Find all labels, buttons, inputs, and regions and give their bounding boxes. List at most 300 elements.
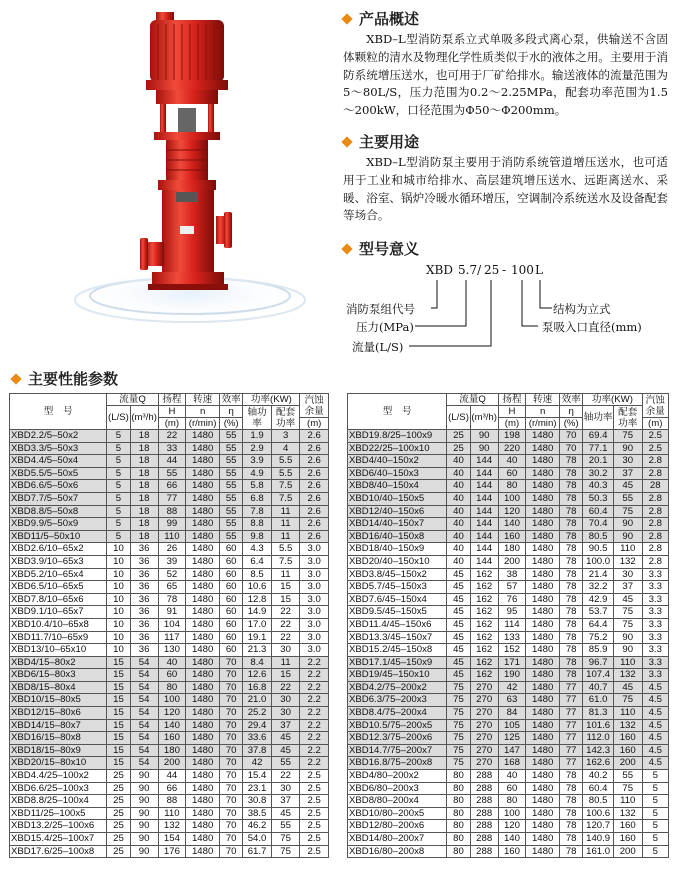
table-cell: 1480 bbox=[526, 795, 560, 808]
header-flow-m3h: (m³/h) bbox=[470, 406, 498, 430]
header-eff-sym: η bbox=[560, 406, 583, 418]
table-row bbox=[10, 618, 329, 631]
table-cell: 176 bbox=[158, 845, 186, 858]
table-cell: 100 bbox=[498, 492, 525, 505]
table-row bbox=[10, 430, 329, 443]
table-cell: 42 bbox=[498, 681, 525, 694]
header-speed-sym: n bbox=[526, 406, 560, 418]
table-cell: 5 bbox=[642, 845, 669, 858]
model-cell: XBD18/40–150x9 bbox=[348, 543, 447, 556]
table-cell: 110 bbox=[613, 707, 642, 720]
table-cell: 70 bbox=[220, 833, 243, 846]
table-cell: 162.6 bbox=[583, 757, 614, 770]
table-cell: 70 bbox=[220, 757, 243, 770]
table-cell: 90 bbox=[130, 845, 158, 858]
table-cell: 33.6 bbox=[243, 732, 272, 745]
table-cell: 44 bbox=[158, 455, 186, 468]
table-cell: 3.3 bbox=[642, 656, 669, 669]
table-cell: 36 bbox=[130, 593, 158, 606]
table-cell: 3 bbox=[271, 430, 300, 443]
table-row bbox=[348, 681, 669, 694]
table-cell: 160 bbox=[498, 845, 525, 858]
table-cell: 2.6 bbox=[300, 430, 329, 443]
table-row bbox=[348, 820, 669, 833]
table-cell: 78 bbox=[560, 807, 583, 820]
header-model: 型 号 bbox=[348, 394, 447, 430]
table-cell: 20.1 bbox=[583, 455, 614, 468]
table-row bbox=[10, 606, 329, 619]
table-cell: 110 bbox=[613, 656, 642, 669]
table-row bbox=[348, 669, 669, 682]
table-cell: 60 bbox=[220, 618, 243, 631]
table-row bbox=[348, 707, 669, 720]
table-cell: 142.3 bbox=[583, 744, 614, 757]
table-cell: 140 bbox=[158, 719, 186, 732]
model-cell: XBD16/40–150x8 bbox=[348, 530, 447, 543]
table-cell: 120 bbox=[158, 707, 186, 720]
diamond-bullet-icon bbox=[341, 136, 352, 147]
table-cell: 45 bbox=[447, 669, 470, 682]
table-cell: 78 bbox=[560, 833, 583, 846]
table-cell: 55 bbox=[220, 518, 243, 531]
table-cell: 25 bbox=[107, 795, 130, 808]
table-cell: 15 bbox=[107, 757, 130, 770]
performance-title: 主要性能参数 bbox=[12, 368, 118, 389]
model-cell: XBD10.4/10–65x8 bbox=[10, 618, 107, 631]
table-cell: 75 bbox=[447, 744, 470, 757]
table-cell: 2.8 bbox=[642, 555, 669, 568]
table-cell: 75 bbox=[447, 719, 470, 732]
table-cell: 78 bbox=[560, 770, 583, 783]
table-cell: 114 bbox=[498, 618, 525, 631]
table-cell: 5 bbox=[642, 807, 669, 820]
model-cell: XBD10/15–80x5 bbox=[10, 694, 107, 707]
header-flow-ls: (L/S) bbox=[447, 406, 470, 430]
table-cell: 5 bbox=[107, 492, 130, 505]
table-cell: 2.2 bbox=[300, 669, 329, 682]
table-cell: 55 bbox=[220, 455, 243, 468]
table-cell: 132 bbox=[613, 669, 642, 682]
table-cell: 45 bbox=[271, 744, 300, 757]
table-cell: 65 bbox=[158, 581, 186, 594]
table-cell: 80 bbox=[447, 833, 470, 846]
table-cell: 1480 bbox=[526, 669, 560, 682]
table-cell: 54 bbox=[130, 732, 158, 745]
table-cell: 77 bbox=[560, 694, 583, 707]
header-power: 功率(KW) bbox=[583, 394, 642, 406]
table-cell: 107.4 bbox=[583, 669, 614, 682]
table-cell: 70 bbox=[220, 807, 243, 820]
model-cell: XBD6/40–150x3 bbox=[348, 467, 447, 480]
model-cell: XBD10/80–200x5 bbox=[348, 807, 447, 820]
header-eff-unit: (%) bbox=[220, 418, 243, 430]
table-cell: 168 bbox=[498, 757, 525, 770]
table-cell: 3.3 bbox=[642, 568, 669, 581]
table-cell: 90 bbox=[130, 770, 158, 783]
model-cell: XBD7.6/45–150x4 bbox=[348, 593, 447, 606]
table-cell: 180 bbox=[158, 744, 186, 757]
table-cell: 1480 bbox=[186, 518, 220, 531]
table-cell: 180 bbox=[498, 543, 525, 556]
table-cell: 80 bbox=[447, 807, 470, 820]
table-cell: 1480 bbox=[526, 833, 560, 846]
table-cell: 45 bbox=[613, 480, 642, 493]
table-cell: 144 bbox=[470, 530, 498, 543]
model-cell: XBD16/15–80x8 bbox=[10, 732, 107, 745]
table-row bbox=[10, 644, 329, 657]
table-cell: 144 bbox=[470, 480, 498, 493]
table-cell: 90 bbox=[613, 530, 642, 543]
table-cell: 75 bbox=[613, 505, 642, 518]
table-row bbox=[348, 807, 669, 820]
table-row bbox=[10, 820, 329, 833]
model-label-pressure: 压力(MPa) bbox=[356, 320, 414, 334]
table-cell: 22 bbox=[271, 770, 300, 783]
table-cell: 57 bbox=[498, 581, 525, 594]
model-cell: XBD6.5/10–65x5 bbox=[10, 581, 107, 594]
table-cell: 1480 bbox=[186, 820, 220, 833]
table-row bbox=[10, 795, 329, 808]
table-cell: 162 bbox=[470, 618, 498, 631]
header-power: 功率(KW) bbox=[243, 394, 300, 406]
table-cell: 80 bbox=[447, 820, 470, 833]
table-cell: 55 bbox=[220, 492, 243, 505]
model-cell: XBD9.9/5–50x9 bbox=[10, 518, 107, 531]
table-cell: 162 bbox=[470, 593, 498, 606]
table-cell: 45 bbox=[447, 606, 470, 619]
table-cell: 270 bbox=[470, 719, 498, 732]
table-cell: 60 bbox=[220, 543, 243, 556]
table-cell: 80 bbox=[498, 795, 525, 808]
table-cell: 75 bbox=[447, 732, 470, 745]
table-row bbox=[10, 782, 329, 795]
table-cell: 55 bbox=[220, 430, 243, 443]
model-cell: XBD9.5/45–150x5 bbox=[348, 606, 447, 619]
table-cell: 30 bbox=[271, 694, 300, 707]
table-cell: 160 bbox=[498, 530, 525, 543]
table-cell: 1480 bbox=[526, 694, 560, 707]
table-cell: 5 bbox=[107, 455, 130, 468]
table-row bbox=[10, 593, 329, 606]
table-cell: 10 bbox=[107, 555, 130, 568]
table-cell: 45 bbox=[447, 631, 470, 644]
table-row bbox=[10, 543, 329, 556]
table-cell: 198 bbox=[498, 430, 525, 443]
table-cell: 40 bbox=[447, 555, 470, 568]
table-cell: 37.8 bbox=[243, 744, 272, 757]
overview-title: 产品概述 bbox=[343, 8, 668, 29]
table-cell: 25 bbox=[447, 430, 470, 443]
table-cell: 78 bbox=[560, 555, 583, 568]
diamond-bullet-icon bbox=[10, 373, 21, 384]
table-cell: 5 bbox=[107, 505, 130, 518]
table-cell: 4.5 bbox=[642, 757, 669, 770]
table-cell: 288 bbox=[470, 820, 498, 833]
table-cell: 160 bbox=[613, 744, 642, 757]
table-row bbox=[348, 467, 669, 480]
table-cell: 81.3 bbox=[583, 707, 614, 720]
table-cell: 162 bbox=[470, 656, 498, 669]
table-cell: 1480 bbox=[186, 455, 220, 468]
table-cell: 55 bbox=[220, 530, 243, 543]
table-row bbox=[348, 606, 669, 619]
table-cell: 1480 bbox=[526, 644, 560, 657]
table-cell: 90 bbox=[130, 833, 158, 846]
table-cell: 60 bbox=[220, 606, 243, 619]
table-cell: 162 bbox=[470, 581, 498, 594]
model-label-inlet: 泵吸入口直径(mm) bbox=[542, 320, 642, 334]
table-cell: 78 bbox=[560, 480, 583, 493]
table-cell: 30 bbox=[271, 644, 300, 657]
table-cell: 60.4 bbox=[583, 782, 614, 795]
table-cell: 78 bbox=[560, 820, 583, 833]
table-cell: 36 bbox=[130, 618, 158, 631]
table-cell: 4.9 bbox=[243, 467, 272, 480]
table-cell: 70 bbox=[220, 845, 243, 858]
model-cell: XBD8/80–200x4 bbox=[348, 795, 447, 808]
table-row bbox=[348, 833, 669, 846]
table-cell: 1480 bbox=[186, 833, 220, 846]
table-cell: 84 bbox=[498, 707, 525, 720]
table-cell: 18 bbox=[130, 455, 158, 468]
usage-title: 主要用途 bbox=[343, 131, 668, 152]
table-cell: 18 bbox=[130, 467, 158, 480]
model-cell: XBD12/80–200x6 bbox=[348, 820, 447, 833]
table-cell: 36 bbox=[130, 606, 158, 619]
table-cell: 40 bbox=[447, 480, 470, 493]
table-cell: 37 bbox=[613, 581, 642, 594]
table-cell: 2.5 bbox=[300, 770, 329, 783]
table-cell: 2.2 bbox=[300, 719, 329, 732]
table-cell: 3.0 bbox=[300, 581, 329, 594]
header-flow: 流量Q bbox=[447, 394, 498, 406]
table-cell: 2.5 bbox=[300, 795, 329, 808]
table-cell: 200 bbox=[613, 845, 642, 858]
table-cell: 288 bbox=[470, 833, 498, 846]
table-row bbox=[10, 480, 329, 493]
header-head-unit: (m) bbox=[158, 418, 186, 430]
table-row bbox=[10, 744, 329, 757]
table-cell: 60 bbox=[158, 669, 186, 682]
performance-table-right-body bbox=[348, 430, 669, 858]
table-cell: 18 bbox=[130, 505, 158, 518]
table-cell: 61.7 bbox=[243, 845, 272, 858]
model-cell: XBD5.7/45–150x3 bbox=[348, 581, 447, 594]
table-cell: 25 bbox=[107, 845, 130, 858]
table-cell: 10 bbox=[107, 543, 130, 556]
table-cell: 25 bbox=[107, 782, 130, 795]
table-cell: 90 bbox=[130, 795, 158, 808]
table-cell: 5 bbox=[107, 442, 130, 455]
table-cell: 2.8 bbox=[642, 530, 669, 543]
table-row bbox=[10, 732, 329, 745]
model-cell: XBD4/40–150x2 bbox=[348, 455, 447, 468]
table-cell: 55 bbox=[271, 757, 300, 770]
table-row bbox=[10, 455, 329, 468]
table-cell: 96.7 bbox=[583, 656, 614, 669]
table-cell: 33 bbox=[158, 442, 186, 455]
performance-table-right bbox=[347, 393, 669, 858]
header-eff-sym: η bbox=[220, 406, 243, 418]
model-cell: XBD18/15–80x9 bbox=[10, 744, 107, 757]
model-cell: XBD6/15–80x3 bbox=[10, 669, 107, 682]
table-cell: 11 bbox=[271, 568, 300, 581]
table-cell: 95 bbox=[498, 606, 525, 619]
table-cell: 1480 bbox=[526, 581, 560, 594]
model-cell: XBD11/5–50x10 bbox=[10, 530, 107, 543]
model-cell: XBD20/40–150x10 bbox=[348, 555, 447, 568]
table-cell: 22 bbox=[158, 430, 186, 443]
table-cell: 90 bbox=[470, 442, 498, 455]
table-cell: 77.1 bbox=[583, 442, 614, 455]
table-cell: 144 bbox=[470, 492, 498, 505]
model-cell: XBD4.4/25–100x2 bbox=[10, 770, 107, 783]
table-cell: 7.5 bbox=[271, 480, 300, 493]
table-cell: 80 bbox=[447, 795, 470, 808]
model-label-series: 消防泵组代号 bbox=[346, 302, 415, 316]
table-cell: 54 bbox=[130, 719, 158, 732]
table-cell: 2.5 bbox=[300, 833, 329, 846]
header-eff: 效率 bbox=[220, 394, 243, 406]
table-cell: 15 bbox=[107, 694, 130, 707]
table-cell: 9.8 bbox=[243, 530, 272, 543]
table-cell: 162 bbox=[470, 644, 498, 657]
model-cell: XBD3.9/10–65x3 bbox=[10, 555, 107, 568]
header-motor: 配套功率 bbox=[271, 406, 300, 430]
table-cell: 54 bbox=[130, 744, 158, 757]
header-eff: 效率 bbox=[560, 394, 583, 406]
table-cell: 160 bbox=[613, 732, 642, 745]
table-cell: 15 bbox=[107, 681, 130, 694]
table-cell: 110 bbox=[158, 807, 186, 820]
table-row bbox=[348, 744, 669, 757]
model-cell: XBD9.1/10–65x7 bbox=[10, 606, 107, 619]
table-cell: 130 bbox=[158, 644, 186, 657]
table-cell: 18 bbox=[130, 492, 158, 505]
table-cell: 37 bbox=[271, 795, 300, 808]
table-cell: 88 bbox=[158, 505, 186, 518]
table-cell: 3.0 bbox=[300, 644, 329, 657]
table-cell: 160 bbox=[613, 820, 642, 833]
table-cell: 3.3 bbox=[642, 618, 669, 631]
table-cell: 61.0 bbox=[583, 694, 614, 707]
table-cell: 4.5 bbox=[642, 694, 669, 707]
table-cell: 22 bbox=[271, 606, 300, 619]
table-cell: 144 bbox=[470, 555, 498, 568]
model-cell: XBD14.7/75–200x7 bbox=[348, 744, 447, 757]
table-cell: 3.0 bbox=[300, 568, 329, 581]
table-cell: 10 bbox=[107, 581, 130, 594]
table-cell: 25 bbox=[107, 833, 130, 846]
table-cell: 78 bbox=[560, 568, 583, 581]
table-cell: 270 bbox=[470, 681, 498, 694]
model-cell: XBD11.4/45–150x6 bbox=[348, 618, 447, 631]
table-cell: 45 bbox=[613, 593, 642, 606]
table-row bbox=[348, 795, 669, 808]
table-cell: 78 bbox=[560, 644, 583, 657]
table-cell: 76 bbox=[498, 593, 525, 606]
table-cell: 70 bbox=[220, 669, 243, 682]
table-cell: 40 bbox=[447, 543, 470, 556]
table-cell: 11 bbox=[271, 518, 300, 531]
model-cell: XBD11.7/10–65x9 bbox=[10, 631, 107, 644]
model-part-flow: 25 bbox=[484, 263, 500, 277]
table-cell: 42 bbox=[243, 757, 272, 770]
table-cell: 40 bbox=[447, 467, 470, 480]
table-cell: 39 bbox=[158, 555, 186, 568]
table-cell: 90 bbox=[130, 807, 158, 820]
table-cell: 3.0 bbox=[300, 631, 329, 644]
table-cell: 45 bbox=[447, 581, 470, 594]
table-cell: 78 bbox=[560, 455, 583, 468]
model-cell: XBD2.6/10–65x2 bbox=[10, 543, 107, 556]
table-row bbox=[10, 555, 329, 568]
table-cell: 78 bbox=[560, 782, 583, 795]
table-cell: 2.2 bbox=[300, 656, 329, 669]
table-cell: 1480 bbox=[526, 732, 560, 745]
table-cell: 132 bbox=[158, 820, 186, 833]
table-cell: 1480 bbox=[186, 430, 220, 443]
model-cell: XBD19/45–150x10 bbox=[348, 669, 447, 682]
model-cell: XBD5.5/5–50x5 bbox=[10, 467, 107, 480]
table-cell: 10 bbox=[107, 568, 130, 581]
model-cell: XBD8.8/25–100x4 bbox=[10, 795, 107, 808]
table-cell: 144 bbox=[470, 467, 498, 480]
table-cell: 60 bbox=[220, 644, 243, 657]
table-row bbox=[348, 455, 669, 468]
table-row bbox=[348, 530, 669, 543]
table-cell: 1480 bbox=[526, 543, 560, 556]
model-cell: XBD13.3/45–150x7 bbox=[348, 631, 447, 644]
table-cell: 2.5 bbox=[300, 845, 329, 858]
model-cell: XBD10/40–150x5 bbox=[348, 492, 447, 505]
table-cell: 1480 bbox=[186, 530, 220, 543]
model-cell: XBD12.3/75–200x6 bbox=[348, 732, 447, 745]
table-cell: 110 bbox=[613, 543, 642, 556]
model-label-structure: 结构为立式 bbox=[553, 302, 611, 316]
table-cell: 36 bbox=[130, 555, 158, 568]
table-cell: 1.9 bbox=[243, 430, 272, 443]
table-row bbox=[348, 770, 669, 783]
performance-table-left-body bbox=[10, 430, 329, 858]
table-row bbox=[10, 707, 329, 720]
table-cell: 6.8 bbox=[243, 492, 272, 505]
table-cell: 12.6 bbox=[243, 669, 272, 682]
table-cell: 63 bbox=[498, 694, 525, 707]
table-cell: 70 bbox=[220, 694, 243, 707]
table-cell: 78 bbox=[560, 606, 583, 619]
table-cell: 2.8 bbox=[642, 518, 669, 531]
header-npsh: 汽蚀余量 bbox=[300, 394, 329, 418]
table-cell: 270 bbox=[470, 707, 498, 720]
table-cell: 15 bbox=[271, 581, 300, 594]
table-cell: 11 bbox=[271, 530, 300, 543]
table-cell: 4.5 bbox=[642, 744, 669, 757]
table-cell: 3.3 bbox=[642, 581, 669, 594]
table-cell: 152 bbox=[498, 644, 525, 657]
table-cell: 120 bbox=[498, 820, 525, 833]
table-cell: 78 bbox=[560, 492, 583, 505]
table-cell: 120 bbox=[498, 505, 525, 518]
table-cell: 4.5 bbox=[642, 681, 669, 694]
table-cell: 78 bbox=[560, 656, 583, 669]
table-cell: 17.0 bbox=[243, 618, 272, 631]
table-cell: 10 bbox=[107, 644, 130, 657]
table-cell: 7.5 bbox=[271, 555, 300, 568]
table-cell: 45 bbox=[271, 807, 300, 820]
table-cell: 10 bbox=[107, 606, 130, 619]
table-cell: 288 bbox=[470, 782, 498, 795]
